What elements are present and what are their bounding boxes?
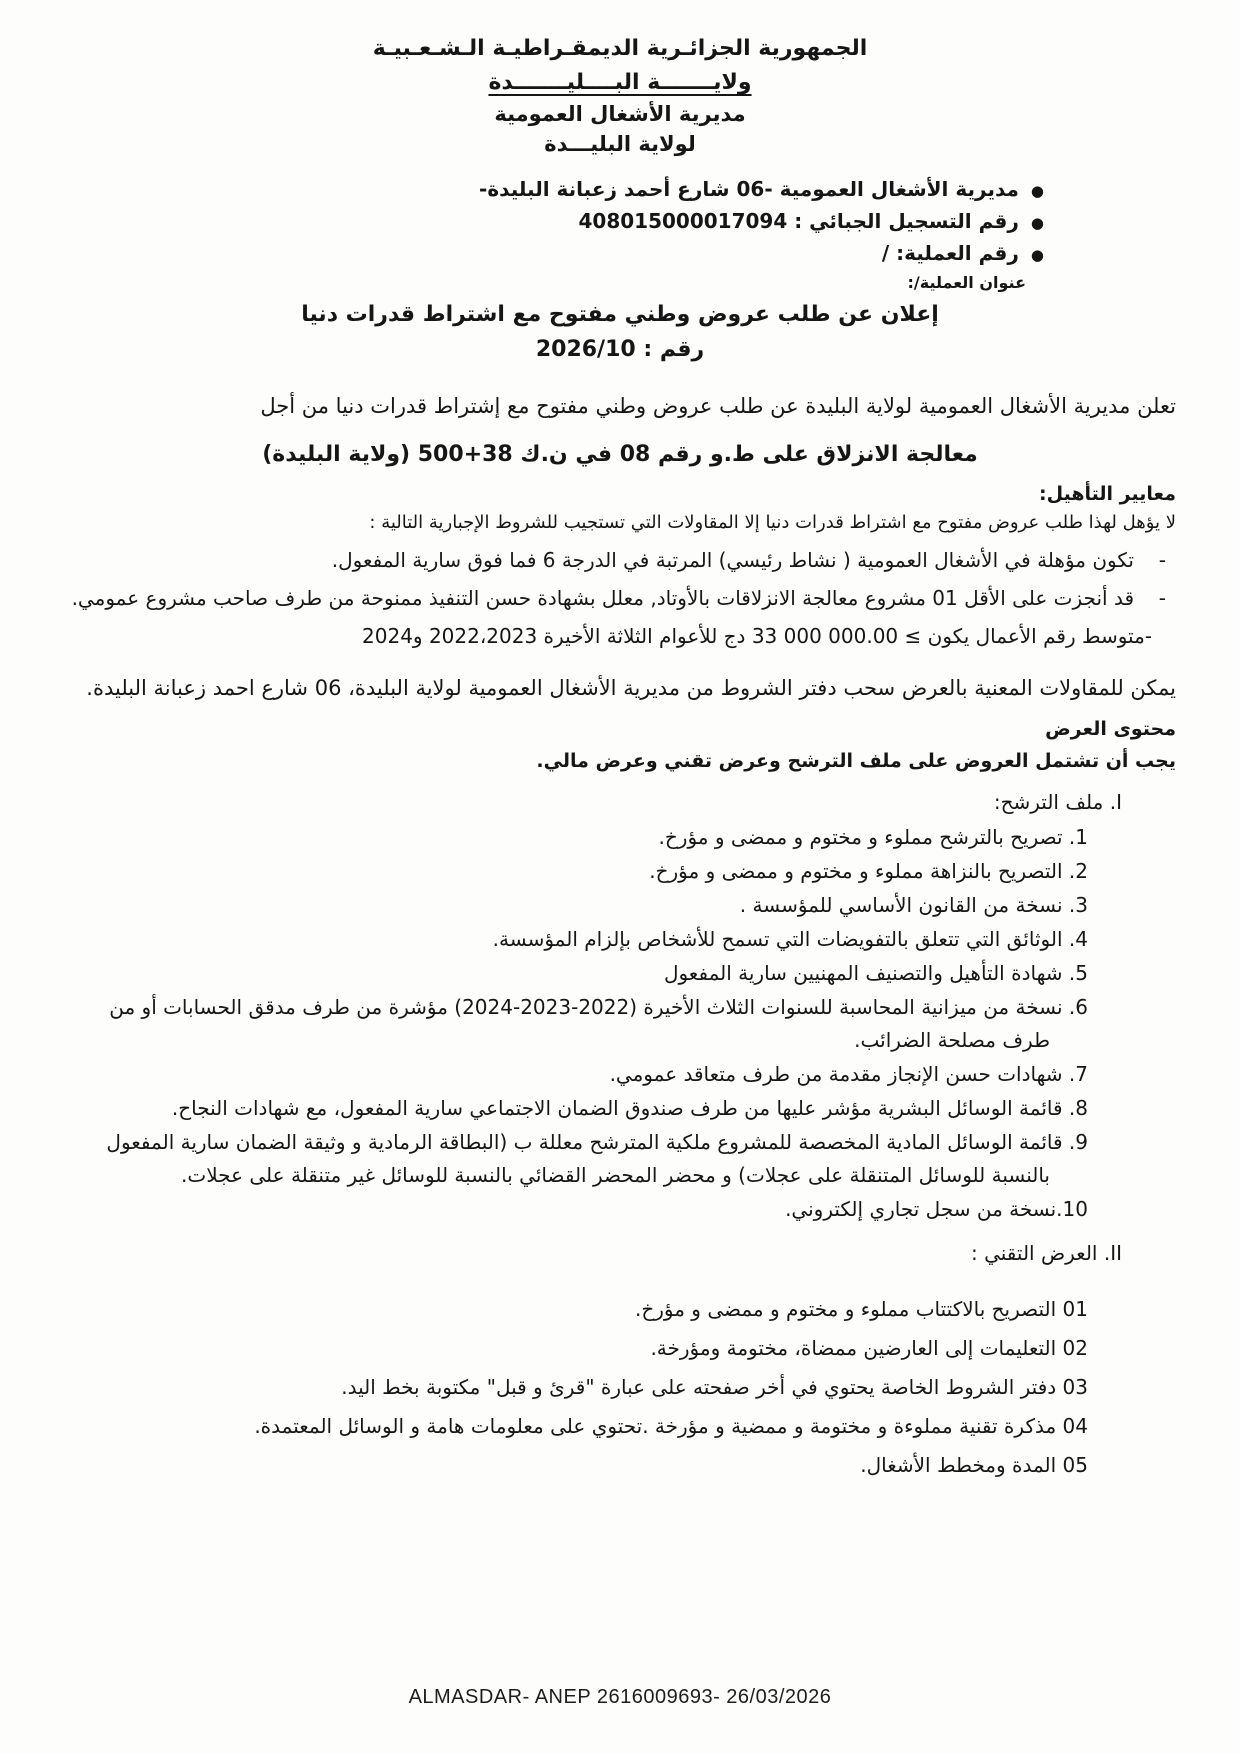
technical-offer-list — [64, 1292, 1088, 1482]
intro-paragraph: تعلن مديرية الأشغال العمومية لولاية البليدة عن طلب عروض وطني مفتوح مع إشتراط قدرات دنيا من أجل — [260, 394, 1176, 418]
operation-title-label: عنوان العملية/: — [907, 273, 1026, 292]
turnover-prefix: -متوسط رقم الأعمال يكون — [927, 624, 1152, 648]
announcement-title-block — [64, 300, 1176, 365]
info-bullet-address — [64, 174, 1044, 206]
anep-footer: ALMASDAR- ANEP 2616009693- 26/03/2026 — [408, 1686, 832, 1708]
candidacy-item: 2. التصريح بالنزاهة مملوء و مختوم و ممضى و مؤرخ. — [649, 859, 1088, 883]
turnover-condition-line — [64, 620, 1152, 653]
bullet-dot-icon: ● — [1030, 246, 1044, 264]
turnover-suffix: دج للأعوام الثلاثة الأخيرة 2022،2023 و2024 — [362, 624, 746, 648]
qualification-conditions-list — [64, 544, 1166, 653]
candidacy-item: 4. الوثائق التي تتعلق بالتفويضات التي تسمح للأشخاص بإلزام المؤسسة. — [492, 927, 1088, 951]
candidacy-item: 6. نسخة من ميزانية المحاسبة للسنوات الثلاث الأخيرة (2022-2023-2024) مؤشرة من طرف مدقق الحسابات أو من طرف مصلحة الضرائب. — [109, 995, 1088, 1052]
info-bullet-address-text: مديرية الأشغال العمومية -06 شارع أحمد زعبانة البليدة- — [479, 177, 1019, 201]
bullet-dot-icon: ● — [1030, 214, 1044, 232]
less-equal-symbol: ≤ — [904, 624, 922, 648]
technical-item: 05 المدة ومخطط الأشغال. — [860, 1453, 1088, 1477]
qualification-heading: معايير التأهيل: — [1039, 483, 1176, 505]
info-bullet-tax-id — [64, 206, 1044, 238]
header-wilaya-sub-line: لولاية البليـــدة — [544, 132, 696, 156]
dash-marker: - — [1158, 586, 1166, 610]
candidacy-item: 5. شهادة التأهيل والتصنيف المهنيين سارية المفعول — [663, 961, 1088, 985]
qualification-intro: لا يؤهل لهذا طلب عروض مفتوح مع اشتراط قدرات دنيا إلا المقاولات التي تستجيب للشروط الإجبارية التالية : — [369, 512, 1176, 533]
qualification-condition-text: تكون مؤهلة في الأشغال العمومية ( نشاط رئيسي) المرتبة في الدرجة 6 فما فوق سارية المفعول. — [331, 548, 1134, 572]
candidacy-item: 1. تصريح بالترشح مملوء و مختوم و ممضى و مؤرخ. — [658, 825, 1088, 849]
technical-item: 01 التصريح بالاكتتاب مملوء و مختوم و ممضى و مؤرخ. — [634, 1297, 1088, 1321]
qualification-condition-item — [64, 582, 1166, 615]
announcement-number: رقم : 2026/10 — [535, 337, 705, 362]
technical-item: 03 دفتر الشروط الخاصة يحتوي في أخر صفحته على عبارة "قرئ و قبل" مكتوبة بخط اليد. — [341, 1375, 1088, 1399]
turnover-amount: 33 000 000.00 — [751, 624, 899, 648]
announcement-title: إعلان عن طلب عروض وطني مفتوح مع اشتراط قدرات دنيا — [301, 302, 939, 327]
project-title: معالجة الانزلاق على ط.و رقم 08 في ن.ك 38+500 (ولاية البليدة) — [262, 442, 978, 467]
qualification-condition-text: قد أنجزت على الأقل 01 مشروع معالجة الانزلاقات بالأوتاد, معلل بشهادة حسن التنفيذ ممنوحة من طرف صاحب مشروع عمومي. — [71, 586, 1134, 610]
candidacy-item: 8. قائمة الوسائل البشرية مؤشر عليها من طرف صندوق الضمان الاجتماعي سارية المفعول، مع شهادات النجاح. — [171, 1096, 1088, 1120]
dash-marker: - — [1158, 548, 1166, 572]
info-bullet-operation-number — [64, 238, 1044, 270]
technical-offer-heading: II. العرض التقني : — [971, 1241, 1122, 1265]
candidacy-item: 10.نسخة من سجل تجاري إلكتروني. — [785, 1197, 1088, 1221]
header-directorate-line: مديرية الأشغال العمومية — [494, 102, 746, 126]
candidacy-item: 7. شهادات حسن الإنجاز مقدمة من طرف متعاقد عمومي. — [609, 1062, 1088, 1086]
header-wilaya-line: ولايـــــــة البــــليـــــــدة — [488, 70, 752, 95]
doc-header — [64, 34, 1176, 158]
technical-item: 04 مذكرة تقنية مملوءة و مختومة و ممضية و مؤرخة .تحتوي على معلومات هامة و الوسائل المعتمدة. — [254, 1414, 1088, 1438]
bullet-dot-icon: ● — [1030, 182, 1044, 200]
offer-content-intro: يجب أن تشتمل العروض على ملف الترشح وعرض تقني وعرض مالي. — [536, 750, 1176, 772]
offer-content-heading: محتوى العرض — [1045, 718, 1176, 740]
info-bullet-list — [64, 174, 1044, 270]
qualification-condition-item — [64, 544, 1166, 577]
header-republic-line: الجمهورية الجزائـرية الديمقـراطيـة الـشـعـبيـة — [372, 36, 868, 61]
candidacy-file-heading: I. ملف الترشح: — [993, 790, 1122, 814]
withdrawal-paragraph: يمكن للمقاولات المعنية بالعرض سحب دفتر الشروط من مديرية الأشغال العمومية لولاية البليدة، 06 شارع احمد زعبانة البليدة. — [86, 676, 1176, 700]
candidacy-item: 9. قائمة الوسائل المادية المخصصة للمشروع ملكية المترشح معللة ب (البطاقة الرمادية و وثيقة الضمان سارية المفعول بالنسبة للوسائل المتنقلة على عجلات) و محضر المحضر القضائي بالنسبة للوسائل غير متنقلة على عجلات. — [106, 1130, 1088, 1187]
technical-item: 02 التعليمات إلى العارضين ممضاة، مختومة ومؤرخة. — [650, 1336, 1088, 1360]
info-bullet-operation-number-text: رقم العملية: / — [881, 241, 1019, 265]
info-bullet-tax-id-text: رقم التسجيل الجبائي : 408015000017094 — [578, 209, 1019, 233]
candidacy-item: 3. نسخة من القانون الأساسي للمؤسسة . — [739, 893, 1088, 917]
candidacy-file-list — [64, 821, 1088, 1226]
